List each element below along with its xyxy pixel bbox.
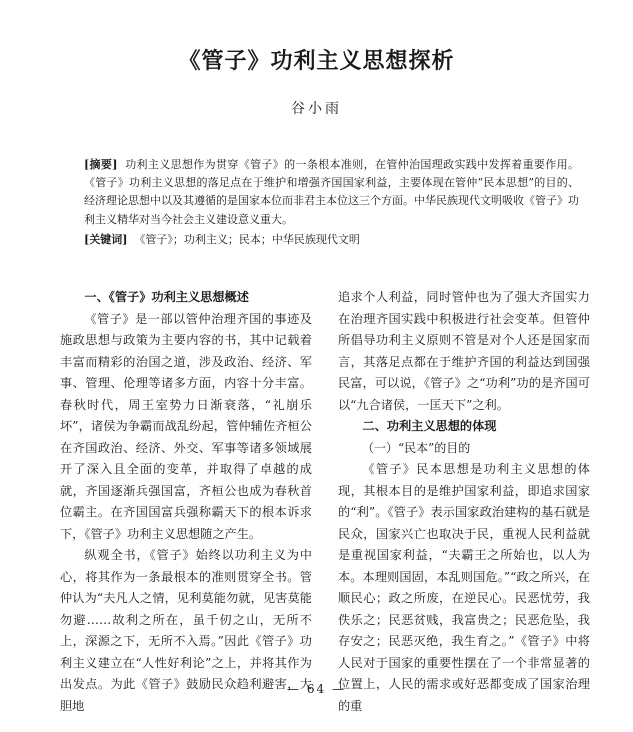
abstract-text: 功利主义思想作为贯穿《管子》的一条根本准则，在管仲治国理政实践中发挥着重要作用。《管子》功利主义思想的落足点在于维护和增强齐国国家利益，主要体现在管仲“民本思想”的目的、经济理论思想中以及其遵循的是国家本位而非君主本位这三个方面。中华民族现代文明吸收《管子》功利主义精华对当今社会主义建设意义重大。 — [84, 158, 579, 226]
author-name: 谷小雨 — [291, 101, 342, 117]
article-title: 《管子》功利主义思想探析 — [178, 48, 455, 74]
keywords-label: [关键词] — [84, 232, 128, 246]
keywords-text: 《管子》；功利主义；民本；中华民族现代文明 — [134, 232, 360, 246]
abstract-label: [摘要] — [84, 158, 118, 171]
body-paragraph-continued: 追求个人利益，同时管仲也为了强大齐国实力在治理齐国实践中积极进行社会变革。但管仲所倡导功利主义原则不管是对个人还是国家而言，其落足点都在于维护齐国的利益达到国强民富，可以说，《管子》之“功利”功的是齐国可以“九合诸侯，一匡天下”之利。 — [338, 290, 590, 412]
left-column — [60, 287, 312, 717]
keywords-paragraph — [84, 231, 579, 249]
abstract-block — [84, 156, 579, 249]
body-paragraph: 《管子》是一部以管仲治理齐国的事迹及施政思想与政策为主要内容的书，其中记载着丰富而精彩的治国之道，涉及政治、经济、军事、管理、伦理等诸多方面，内容十分丰富。春秋时代，周王室势力日渐衰落，“礼崩乐坏”，诸侯为争霸而战乱纷起，管仲辅佐齐桓公在齐国政治、经济、外交、军事等诸多领域展开了深入且全面的变革，并取得了卓越的成就，齐国逐渐兵强国富，齐桓公也成为春秋首位霸主。在齐国国富兵强称霸天下的根本诉求下，《管子》功利主义思想随之产生。 — [60, 311, 312, 541]
subsection-heading: （一）“民本”的目的 — [362, 440, 471, 455]
section-heading-1: 一、《管子》功利主义思想概述 — [84, 290, 249, 304]
abstract-paragraph — [84, 156, 579, 229]
section-heading-2: 二、功利主义思想的体现 — [362, 419, 497, 433]
right-column — [338, 287, 590, 717]
body-paragraph: 纵观全书，《管子》始终以功利主义为中心，将其作为一条最根本的准则贯穿全书。管仲认为“夫凡人之情，见利莫能勿就，见害莫能勿避……故利之所在，虽千仞之山，无所不上，深源之下，无所不入焉。”因此《管子》功利主义建立在“人性好利论”之上，并将其作为出发点。为此《管子》鼓励民众趋利避害，大胆地 — [60, 548, 312, 713]
page-number: — 64 — — [287, 682, 346, 696]
body-paragraph: 《管子》民本思想是功利主义思想的体现，其根本目的是维护国家利益，即追求国家的“利”。《管子》表示国家政治建构的基石就是民众，国家兴亡也取决于民，重视人民利益就是重视国家利益，“夫霸王之所始也，以人为本。本理则国固，本乱则国危。”“政之所兴，在顺民心；政之所废，在逆民心。民恶忧劳，我佚乐之；民恶贫贱，我富贵之；民恶危坠，我存安之；民恶灭绝，我生育之。”《管子》中将人民对于国家的重要性摆在了一个非常显著的位置上，人民的需求或好恶都变成了国家治理的重 — [338, 462, 590, 713]
